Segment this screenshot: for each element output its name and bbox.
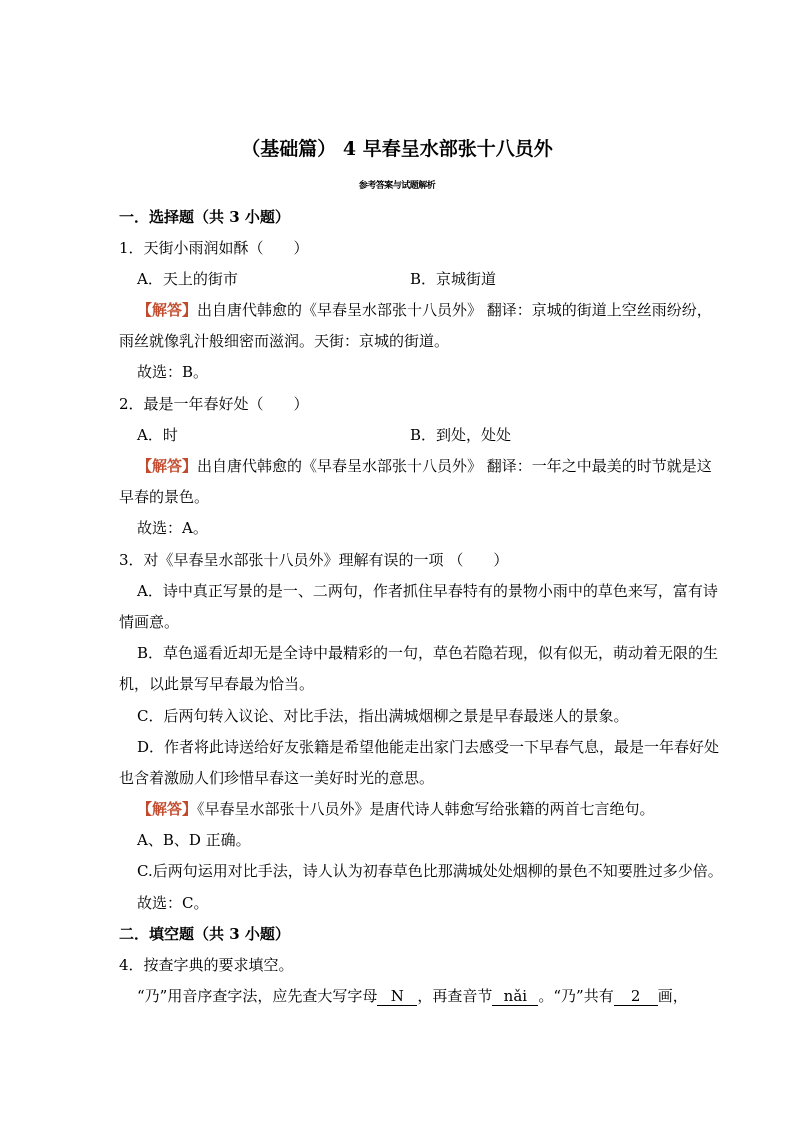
answer-text: 出自唐代韩愈的《早春呈水部张十八员外》 翻译：一年之中最美的时节就是这: [197, 457, 712, 475]
question-1-choice: 故选：B。: [137, 363, 209, 381]
question-2-stem: 2．最是一年春好处（ ）: [119, 395, 309, 413]
fill-blank-2: nǎi: [492, 988, 538, 1006]
question-1-stem: 1．天街小雨润如酥（ ）: [119, 239, 309, 257]
question-3-choice: 故选：C。: [137, 894, 209, 912]
fill-text: “乃”用音序查字法，应先查大写字母: [137, 987, 378, 1005]
section-heading-fill: 二．填空题（共 3 小题）: [119, 925, 290, 943]
question-3-option-b-continuation: 机，以此景写早春最为恰当。: [119, 675, 315, 693]
question-4-fill-line: [137, 986, 688, 1006]
fill-text: 画，: [657, 987, 688, 1005]
question-3-option-c: C．后两句转入议论、对比手法，指出满城烟柳之景是早春最迷人的景象。: [137, 707, 629, 725]
question-1-answer-continuation: 雨丝就像乳汁般细密而滋润。天街：京城的街道。: [119, 332, 450, 350]
question-1-option-a: A．天上的街市: [137, 270, 238, 288]
question-3-option-d-continuation: 也含着激励人们珍惜早春这一美好时光的意思。: [119, 769, 435, 787]
fill-blank-3: 2: [614, 988, 658, 1006]
question-1-option-b: B．京城街道: [410, 270, 497, 288]
question-3-option-a-continuation: 情画意。: [119, 613, 180, 631]
fill-text: 。“乃”共有: [538, 987, 614, 1005]
answer-tag: 【解答】: [137, 301, 198, 319]
question-3-option-d: D．作者将此诗送给好友张籍是希望他能走出家门去感受一下早春气息，最是一年春好处: [137, 738, 720, 756]
question-2-answer: [137, 456, 712, 476]
answer-text: 《早春呈水部张十八员外》是唐代诗人韩愈写给张籍的两首七言绝句。: [197, 800, 655, 818]
question-3-answer-line-3: C.后两句运用对比手法，诗人认为初春草色比那满城处处烟柳的景色不知要胜过多少倍。: [137, 862, 723, 880]
document-title: （基础篇） 4 早春呈水部张十八员外: [241, 138, 553, 160]
question-3-option-a: A．诗中真正写景的是一、二两句，作者抓住早春特有的景物小雨中的草色来写，富有诗: [137, 582, 718, 600]
question-2-option-b: B．到处，处处: [410, 426, 512, 444]
question-4-stem: 4．按查字典的要求填空。: [119, 956, 294, 974]
question-3-answer: [137, 799, 655, 819]
question-2-option-a: A．时: [137, 426, 178, 444]
answer-tag: 【解答】: [137, 800, 198, 818]
fill-blank-1: N: [377, 988, 417, 1006]
answer-text: 出自唐代韩愈的《早春呈水部张十八员外》 翻译：京城的街道上空丝雨纷纷，: [197, 301, 712, 319]
answer-tag: 【解答】: [137, 457, 198, 475]
question-2-choice: 故选：A。: [137, 519, 208, 537]
question-3-option-b: B．草色遥看近却无是全诗中最精彩的一句，草色若隐若现，似有似无，萌动着无限的生: [137, 644, 719, 662]
section-heading-choice: 一．选择题（共 3 小题）: [119, 208, 290, 226]
fill-text: ，再查音节: [417, 987, 493, 1005]
question-1-answer: [137, 300, 712, 320]
document-subtitle: 参考答案与试题解析: [358, 181, 436, 191]
question-3-answer-line-2: A、B、D 正确。: [137, 831, 251, 849]
question-2-answer-continuation: 早春的景色。: [119, 488, 210, 506]
question-3-stem: 3．对《早春呈水部张十八员外》理解有误的一项 （ ）: [119, 551, 509, 569]
